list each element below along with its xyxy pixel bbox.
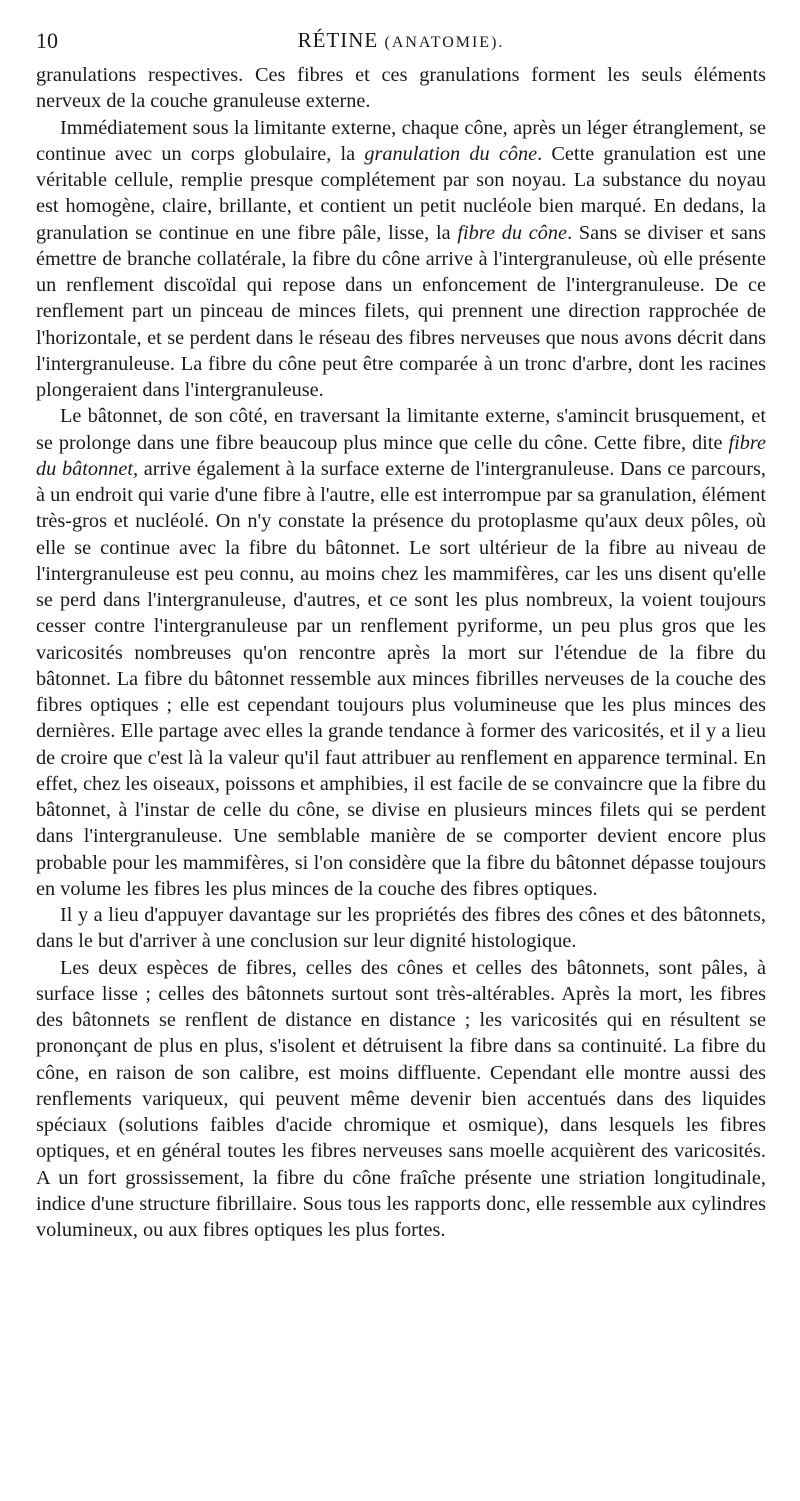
paragraph xyxy=(36,62,766,115)
italic-term: fibre du cône xyxy=(457,221,568,244)
text-run: Les deux espèces de fibres, celles des cônes et celles des bâtonnets, sont pâles, à surface lisse ; celles des bâtonnets surtout sont très-altérables. Après la mort, les fibres des bâtonnets se renflent de distance en distance ; les varicosités qui en résultent se prononçant de plus en plus, s'isolent et détruisent la fibre dans sa continuité. La fibre du cône, en raison de son calibre, est moins diffluente. Cependant elle montre aussi des renflements variqueux, qui peuvent même devenir bien accentués dans des liquides spéciaux (solutions faibles d'acide chromique et osmique), dans lesquels les fibres optiques, et en général toutes les fibres nerveuses sans moelle acquièrent des varicosités. A un fort grossissement, la fibre du cône fraîche présente une striation longitudinale, indice d'une structure fibrillaire. Sous tous les rapports donc, elle ressemble aux cylindres volumineux, ou aux fibres optiques les plus fortes. xyxy=(36,956,766,1241)
text-run: . Sans se diviser et sans émettre de branche collatérale, la fibre du cône arrive à l'intergranuleuse, où elle présente un renflement discoïdal qui repose dans un enfoncement de l'intergranuleuse. De ce renflement part un pinceau de minces filets, qui prennent une direction rapprochée de l'horizontale, et se perdent dans le réseau des fibres nerveuses que nous avons décrit dans l'intergranuleuse. La fibre du cône peut être comparée à un tronc d'arbre, dont les racines plongeraient dans l'intergranuleuse. xyxy=(36,221,766,401)
italic-term: granulation du cône xyxy=(364,142,538,165)
text-run: , arrive également à la surface externe de l'intergranuleuse. Dans ce parcours, à un endroit qui varie d'une fibre à l'autre, elle est interrompue par sa granulation, élément très-gros et nucléolé. On n'y constate la présence du protoplasme qu'aux deux pôles, où elle se continue avec la fibre du bâtonnet. Le sort ultérieur de la fibre au niveau de l'intergranuleuse est peu connu, au moins chez les mammifères, car les uns disent qu'elle se perd dans l'intergranuleuse, d'autres, et ce sont les plus nombreux, la voient toujours cesser contre l'intergranuleuse par un renflement pyriforme, un peu plus gros que les varicosités nombreuses qu'on rencontre après la mort sur l'étendue de la fibre du bâtonnet. La fibre du bâtonnet ressemble aux minces fibrilles nerveuses de la couche des fibres optiques ; elle est cependant toujours plus volumineuse que les plus minces des dernières. Elle partage avec elles la grande tendance à former des varicosités, et il y a lieu de croire que c'est là la valeur qu'il faut attribuer au renflement en apparence terminal. En effet, chez les oiseaux, poissons et amphibies, il est facile de se convaincre que la fibre du bâtonnet, à l'instar de celle du cône, se divise en plusieurs minces filets qui se perdent dans l'intergranuleuse. Une semblable manière de se comporter devient encore plus probable pour les mammifères, si l'on considère que la fibre du bâtonnet dépasse toujours en volume les fibres les plus minces de la couche des fibres optiques. xyxy=(36,457,766,900)
running-title-main: RÉTINE xyxy=(297,28,379,52)
italic-term: fibre du bâtonnet xyxy=(36,431,766,480)
document-page xyxy=(36,28,766,1243)
paragraph xyxy=(36,115,766,404)
page-header xyxy=(36,28,766,62)
paragraph xyxy=(36,403,766,902)
running-title-subtitle: (ANATOMIE). xyxy=(384,34,505,51)
text-run: . Cette granulation est une véritable cellule, remplie presque complétement par son noyau. La substance du noyau est homogène, claire, brillante, et contient un petit nucléole bien marqué. En dedans, la granulation se continue en une fibre pâle, lisse, la xyxy=(36,142,766,244)
text-run: granulations respectives. Ces fibres et ces granulations forment les seuls éléments nerveux de la couche granuleuse externe. xyxy=(36,64,766,113)
text-run: Le bâtonnet, de son côté, en traversant la limitante externe, s'amincit brusquement, et se prolonge dans une fibre beaucoup plus mince que celle du cône. Cette fibre, dite xyxy=(36,405,766,454)
body-text xyxy=(36,62,766,1243)
paragraph xyxy=(36,902,766,955)
text-run: Il y a lieu d'appuyer davantage sur les propriétés des fibres des cônes et des bâtonnets, dans le but d'arriver à une conclusion sur leur dignité histologique. xyxy=(36,904,766,953)
running-title xyxy=(36,28,766,53)
paragraph xyxy=(36,955,766,1244)
text-run: Immédiatement sous la limitante externe, chaque cône, après un léger étranglement, se continue avec un corps globulaire, la xyxy=(36,116,766,165)
page-number: 10 xyxy=(36,28,58,53)
